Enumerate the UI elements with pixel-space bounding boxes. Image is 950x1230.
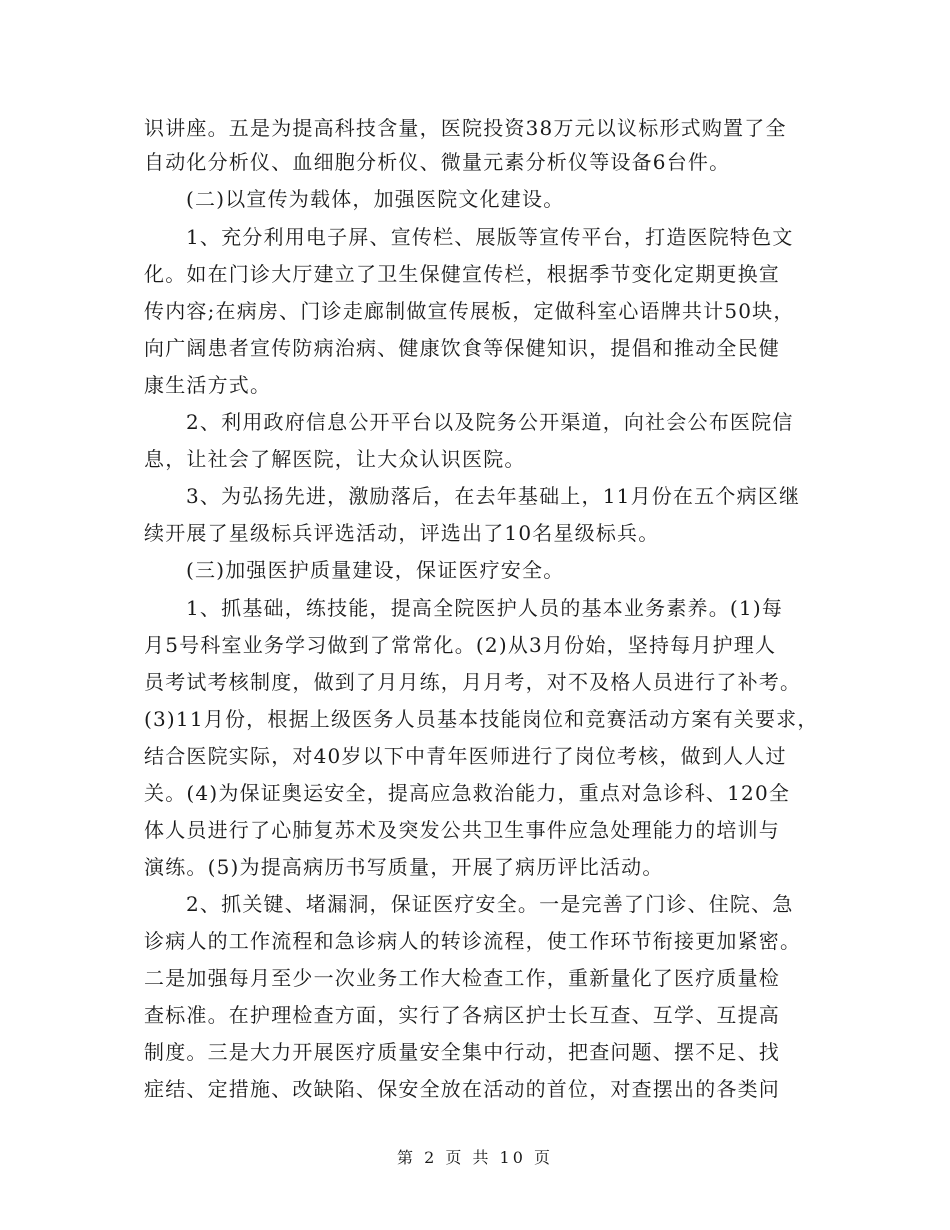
text-line: 3、为弘扬先进，激励落后，在去年基础上，11月份在五个病区继 (186, 484, 801, 508)
text-line: 1、充分利用电子屏、宣传栏、展版等宣传平台，打造医院特色文 (186, 225, 794, 249)
page-number-footer: 第 2 页 共 10 页 (397, 1148, 553, 1167)
text-line: 康生活方式。 (144, 373, 272, 397)
text-line: 员考试考核制度，做到了月月练，月月考，对不及格人员进行了补考。 (144, 670, 802, 694)
text-line: 续开展了星级标兵评选活动，评选出了10名星级标兵。 (144, 521, 660, 545)
text-line: 2、利用政府信息公开平台以及院务公开渠道，向社会公布医院信 (186, 410, 794, 434)
text-line: 向广阔患者宣传防病治病、健康饮食等保健知识，提倡和推动全民健 (144, 336, 780, 360)
text-line: 演练。(5)为提高病历书写质量，开展了病历评比活动。 (144, 855, 664, 879)
text-line: 传内容;在病房、门诊走廊制做宣传展板，定做科室心语牌共计50块， (144, 299, 795, 323)
text-line: 制度。三是大力开展医疗质量安全集中行动，把查问题、摆不足、找 (144, 1040, 780, 1064)
text-line: 月5号科室业务学习做到了常常化。(2)从3月份始，坚持每月护理人 (144, 633, 777, 657)
text-line: 关。(4)为保证奥运安全，提高应急救治能力，重点对急诊科、120全 (144, 781, 791, 805)
text-line: 2、抓关键、堵漏洞，保证医疗安全。一是完善了门诊、住院、急 (186, 892, 794, 916)
text-line: 化。如在门诊大厅建立了卫生保健宣传栏，根据季节变化定期更换宣 (144, 262, 780, 286)
text-line: 1、抓基础，练技能，提高全院医护人员的基本业务素养。(1)每 (186, 596, 784, 620)
text-line: (3)11月份，根据上级医务人员基本技能岗位和竞赛活动方案有关要求， (144, 707, 819, 731)
text-line: 自动化分析仪、血细胞分析仪、微量元素分析仪等设备6台件。 (144, 150, 731, 174)
text-line: 症结、定措施、改缺陷、保安全放在活动的首位，对查摆出的各类问 (144, 1077, 780, 1101)
section-heading: (三)加强医护质量建设，保证医疗安全。 (186, 558, 565, 582)
text-line: 查标准。在护理检查方面，实行了各病区护士长互查、互学、互提高 (144, 1003, 780, 1027)
section-heading: (二)以宣传为载体，加强医院文化建设。 (186, 187, 565, 211)
text-line: 诊病人的工作流程和急诊病人的转诊流程，使工作环节衔接更加紧密。 (144, 929, 802, 953)
text-line: 结合医院实际，对40岁以下中青年医师进行了岗位考核，做到人人过 (144, 744, 787, 768)
text-line: 二是加强每月至少一次业务工作大检查工作，重新量化了医疗质量检 (144, 966, 780, 990)
text-line: 体人员进行了心肺复苏术及突发公共卫生事件应急处理能力的培训与 (144, 818, 780, 842)
text-line: 息，让社会了解医院，让大众认识医院。 (144, 447, 526, 471)
text-line: 识讲座。五是为提高科技含量，医院投资38万元以议标形式购置了全 (144, 116, 787, 140)
